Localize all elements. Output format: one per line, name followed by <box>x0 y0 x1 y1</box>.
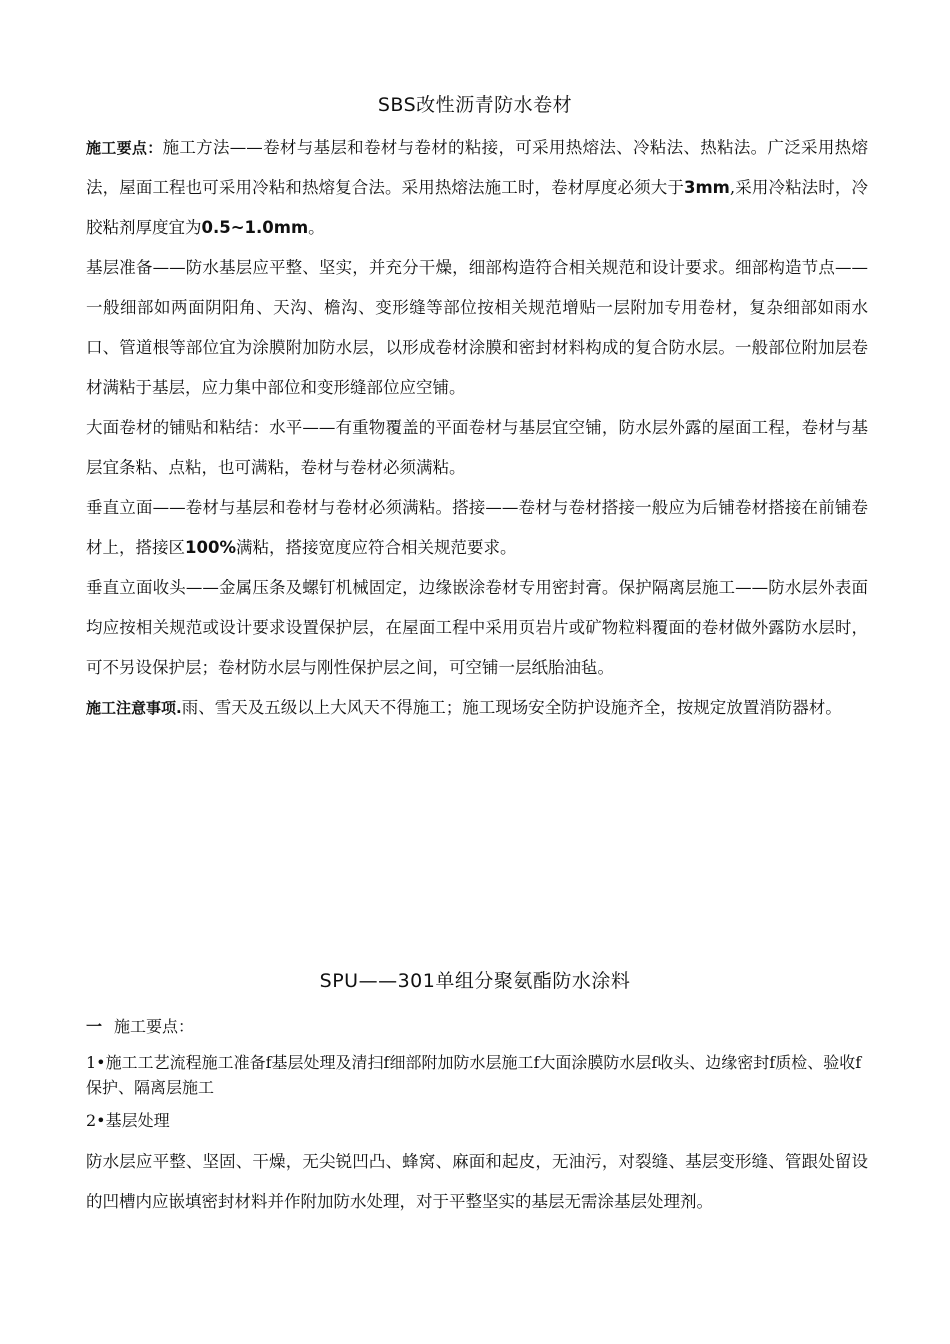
subheading-construction-points <box>86 1014 194 1037</box>
base-treatment-heading: 2•基层处理 <box>86 1111 170 1130</box>
paragraph-base-treatment: 防水层应平整、坚固、干燥，无尖锐凹凸、蜂窝、麻面和起皮，无油污，对裂缝、基层变形缝、管跟处留设的凹槽内应嵌填密封材料并作附加防水处理，对于平整坚实的基层无需涂基层处理剂。 <box>86 1152 868 1211</box>
process-flow-item: 1•施工工艺流程施工准备f基层处理及清扫f细部附加防水层施工f大面涂膜防水层f收头、边缘密封f质检、验收f保护、隔离层施工 <box>86 1053 862 1097</box>
paragraph-base-preparation: 基层准备——防水基层应平整、坚实，并充分干燥，细部构造符合相关规范和设计要求。细部构造节点——一般细部如两面阴阳角、天沟、檐沟、变形缝等部位按相关规范增贴一层附加专用卷材，复杂细部如雨水口、管道根等部位宜为涂膜附加防水层，以形成卷材涂膜和密封材料构成的复合防水层。一般部位附加层卷材满粘于基层，应力集中部位和变形缝部位应空铺。 <box>86 258 868 397</box>
adhesive-thickness-value: 0.5~1.0mm <box>201 218 309 237</box>
paragraph-vertical-termination: 垂直立面收头——金属压条及螺钉机械固定，边缘嵌涂卷材专用密封膏。保护隔离层施工——防水层外表面均应按相关规范或设计要求设置保护层，在屋面工程中采用页岩片或矿物粒料覆面的卷材做外露防水层时，可不另设保护层；卷材防水层与刚性保护层之间，可空铺一层纸胎油毡。 <box>86 578 868 677</box>
paragraph-text: ,采用冷粘法时，冷胶粘剂厚度宜为 <box>86 178 869 237</box>
sbs-section-body <box>86 128 868 728</box>
paragraph-text: 雨、雪天及五级以上大风天不得施工；施工现场安全防护设施齐全，按规定放置消防器材。 <box>181 698 842 717</box>
paragraph-large-surface: 大面卷材的铺贴和粘结：水平——有重物覆盖的平面卷材与基层宜空铺，防水层外露的屋面工程，卷材与基层宜条粘、点粘，也可满粘，卷材与卷材必须满粘。 <box>86 418 868 477</box>
thickness-value: 3mm <box>684 178 730 197</box>
paragraph-precautions <box>86 688 868 728</box>
paragraph-text: 垂直立面——卷材与基层和卷材与卷材必须满粘。搭接——卷材与卷材搭接一般应为后铺卷材搭接在前铺卷材上，搭接区 <box>86 498 868 557</box>
paragraph-construction-points <box>86 128 868 248</box>
paragraph-vertical-surface <box>86 488 868 568</box>
section-title-spu: SPU——301单组分聚氨酯防水涂料 <box>319 970 631 992</box>
paragraph-text: 施工方法——卷材与基层和卷材与卷材的粘接，可采用热熔法、冷粘法、热粘法。广泛采用热熔法，屋面工程也可采用冷粘和热熔复合法。采用热熔法施工时，卷材厚度必须大于 <box>86 138 868 197</box>
spu-section-body <box>86 1142 868 1222</box>
section-title-sbs: SBS改性沥青防水卷材 <box>377 94 573 116</box>
subheading-text: 施工要点： <box>114 1017 195 1036</box>
paragraph-text: 满粘，搭接宽度应符合相关规范要求。 <box>235 538 517 557</box>
subheading-number: 一 <box>86 1017 103 1036</box>
overlap-percent-value: 100% <box>185 538 236 557</box>
paragraph-text: 。 <box>308 218 325 237</box>
lead-label-precautions: 施工注意事项. <box>86 699 182 717</box>
lead-label-construction-points: 施工要点： <box>86 139 163 157</box>
